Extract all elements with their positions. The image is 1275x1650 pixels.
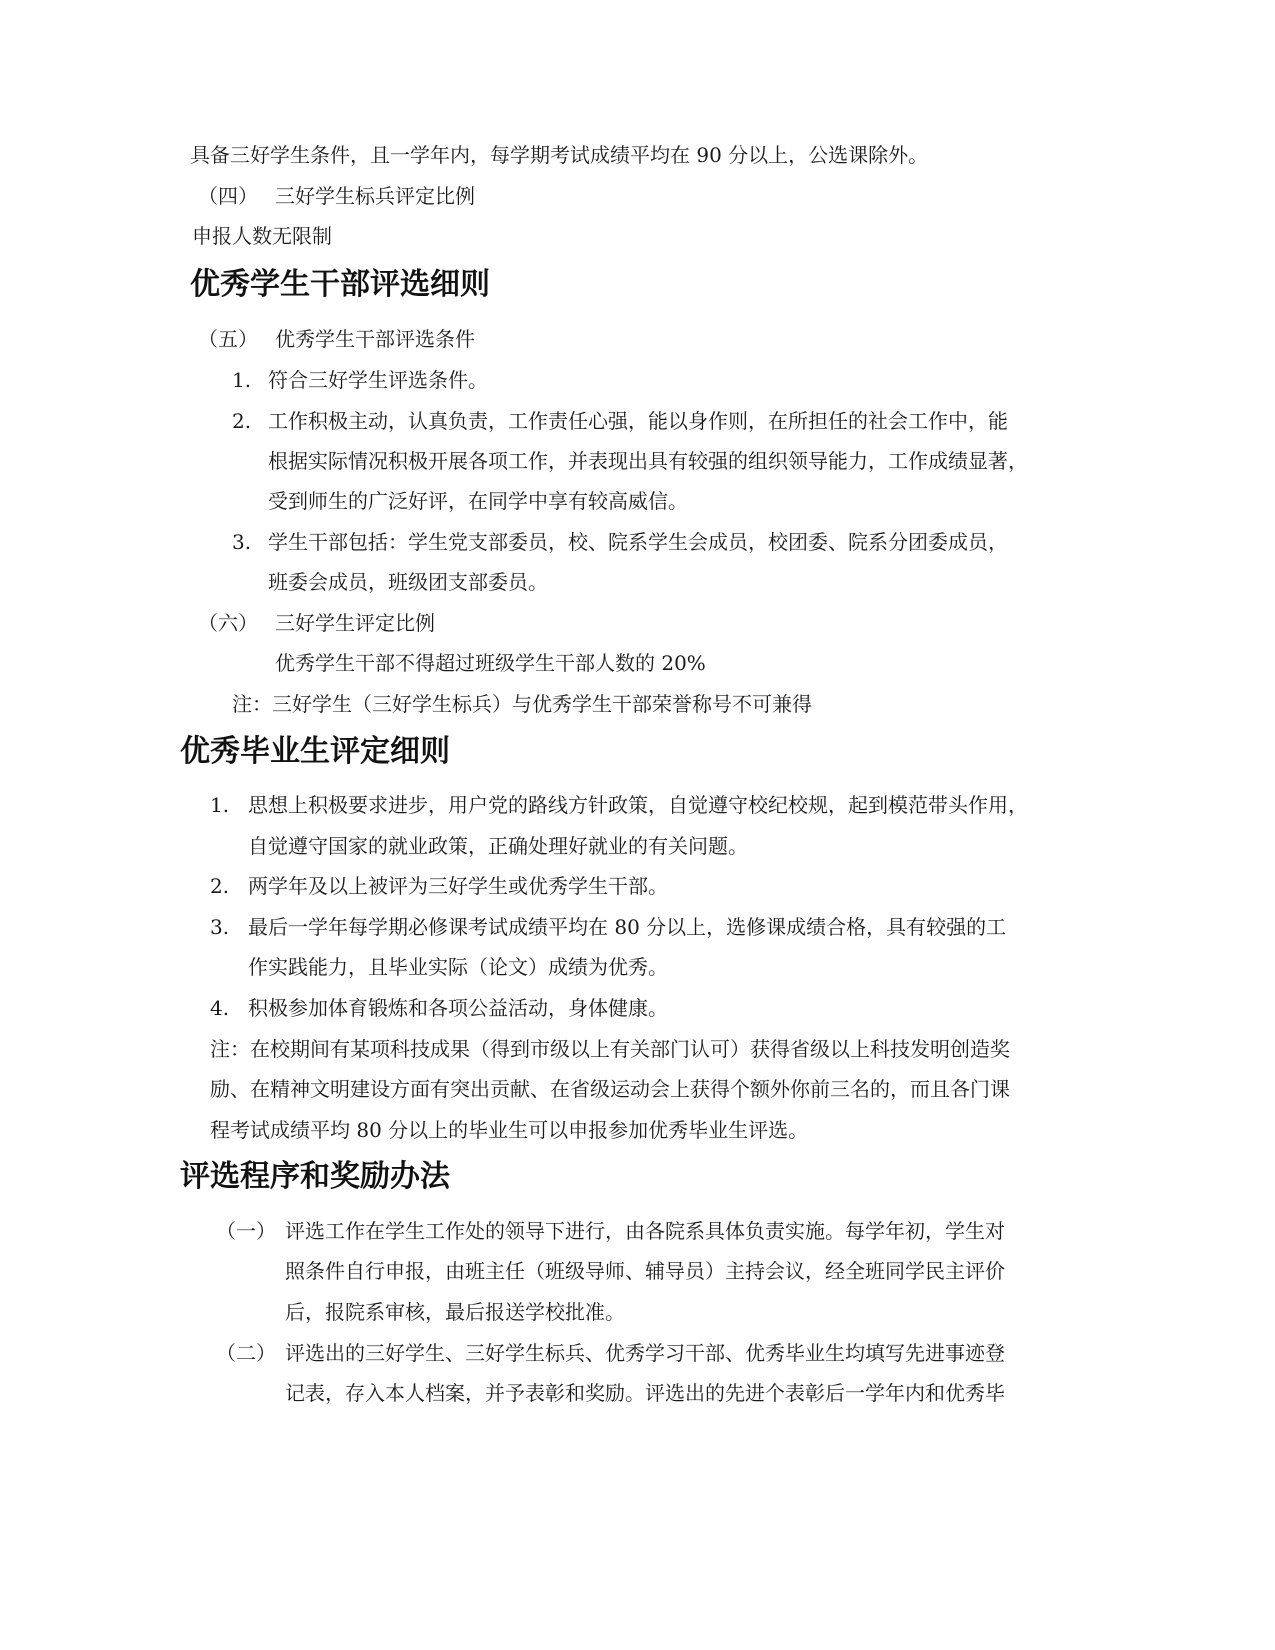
list-item: 学生干部包括：学生党支部委员，校、院系学生会成员，校团委、院系分团委成员， <box>268 530 1008 554</box>
note-line: 励、在精神文明建设方面有突出贡献、在省级运动会上获得个额外你前三名的，而且各门课 <box>210 1077 1010 1101</box>
section-title: 优秀学生干部评选条件 <box>275 327 475 351</box>
list-number: 4. <box>210 996 230 1020</box>
list-item-continuation: 作实践能力，且毕业实际（论文）成绩为优秀。 <box>248 955 668 979</box>
list-item: 符合三好学生评选条件。 <box>268 368 488 392</box>
paragraph-line: 优秀学生干部不得超过班级学生干部人数的 20% <box>275 651 706 675</box>
section-number: （四） <box>198 184 258 208</box>
section-number: （五） <box>198 327 258 351</box>
list-item: 最后一学年每学期必修课考试成绩平均在 80 分以上，选修课成绩合格，具有较强的工 <box>248 915 1007 939</box>
paragraph-line: 评选工作在学生工作处的领导下进行，由各院系具体负责实施。每学年初，学生对 <box>285 1219 1005 1243</box>
section-heading: 优秀学生干部评选细则 <box>190 267 490 302</box>
section-heading: 评选程序和奖励办法 <box>180 1159 450 1194</box>
list-item-continuation: 根据实际情况积极开展各项工作，并表现出具有较强的组织领导能力，工作成绩显著， <box>268 449 1028 473</box>
note-line: 注：在校期间有某项科技成果（得到市级以上有关部门认可）获得省级以上科技发明创造奖 <box>210 1037 1010 1061</box>
paragraph-line: 后，报院系审核，最后报送学校批准。 <box>285 1300 625 1324</box>
paragraph-line: 申报人数无限制 <box>192 224 332 248</box>
list-item-continuation: 自觉遵守国家的就业政策，正确处理好就业的有关问题。 <box>248 834 748 858</box>
paragraph-line: 记表，存入本人档案，并予表彰和奖励。评选出的先进个表彰后一学年内和优秀毕 <box>285 1381 1005 1405</box>
section-number: （二） <box>216 1341 276 1365</box>
list-number: 3. <box>210 915 230 939</box>
list-number: 1. <box>210 793 230 817</box>
list-item-continuation: 班委会成员，班级团支部委员。 <box>268 570 548 594</box>
list-number: 3. <box>232 530 252 554</box>
note-line: 注：三好学生（三好学生标兵）与优秀学生干部荣誉称号不可兼得 <box>232 692 812 716</box>
section-number: （六） <box>198 611 258 635</box>
note-line: 程考试成绩平均 80 分以上的毕业生可以申报参加优秀毕业生评选。 <box>210 1118 809 1142</box>
section-heading: 优秀毕业生评定细则 <box>180 734 450 769</box>
list-item: 两学年及以上被评为三好学生或优秀学生干部。 <box>248 874 668 898</box>
list-item: 思想上积极要求进步，用户党的路线方针政策，自觉遵守校纪校规，起到模范带头作用， <box>248 793 1028 817</box>
list-item: 积极参加体育锻炼和各项公益活动，身体健康。 <box>248 996 668 1020</box>
list-number: 2. <box>210 874 230 898</box>
list-number: 2. <box>232 409 252 433</box>
paragraph-line: 评选出的三好学生、三好学生标兵、优秀学习干部、优秀毕业生均填写先进事迹登 <box>285 1341 1005 1365</box>
list-item-continuation: 受到师生的广泛好评，在同学中享有较高威信。 <box>268 489 688 513</box>
section-title: 三好学生评定比例 <box>275 611 435 635</box>
section-number: （一） <box>216 1219 276 1243</box>
paragraph-line: 照条件自行申报，由班主任（班级导师、辅导员）主持会议，经全班同学民主评价 <box>285 1259 1005 1283</box>
list-item: 工作积极主动，认真负责，工作责任心强，能以身作则，在所担任的社会工作中，能 <box>268 409 1008 433</box>
paragraph-line: 具备三好学生条件，且一学年内，每学期考试成绩平均在 90 分以上，公选课除外。 <box>190 143 929 167</box>
section-title: 三好学生标兵评定比例 <box>275 184 475 208</box>
list-number: 1. <box>232 368 252 392</box>
